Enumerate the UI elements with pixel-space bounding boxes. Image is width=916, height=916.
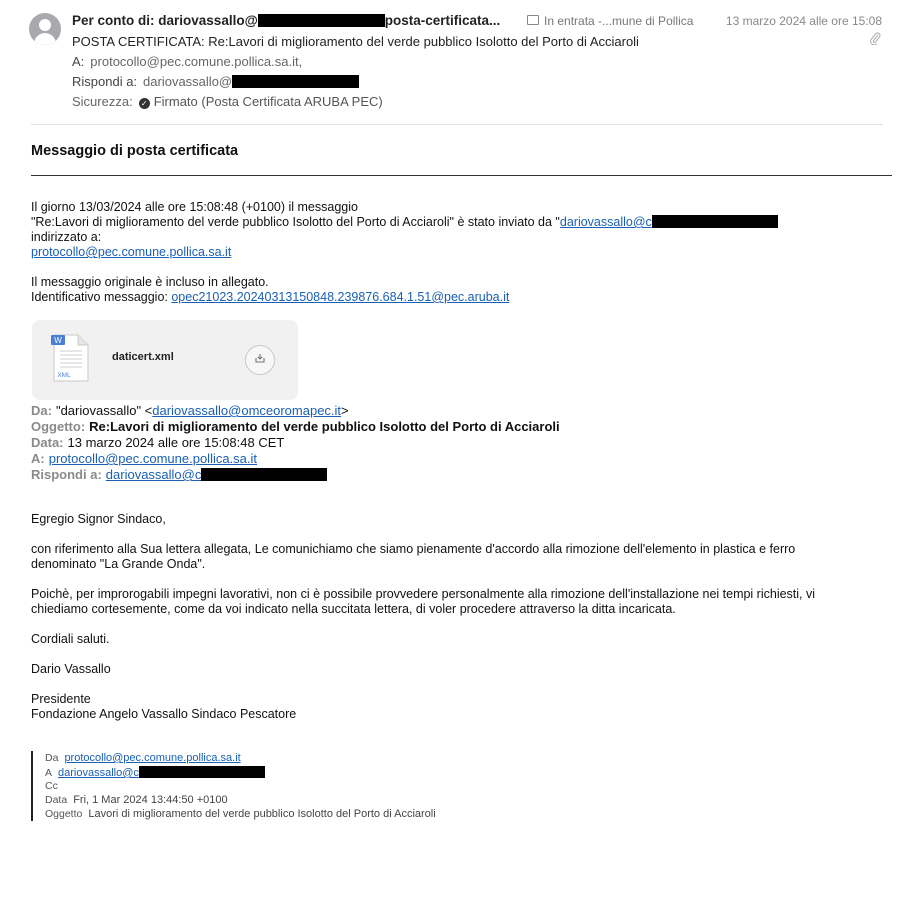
attachment-card[interactable] [32,320,298,400]
pec-line-addressed: indirizzato a: [31,230,102,244]
redacted-block [258,14,385,27]
letter-signature: Dario Vassallo [31,662,111,676]
fwd-subject [31,419,560,434]
message-id-link[interactable]: opec21023.20240313150848.239876.684.1.51@pec.aruba.it [171,290,510,304]
fwd-to-link[interactable]: protocollo@pec.comune.pollica.sa.it [48,451,258,466]
attachment-filename: daticert.xml [112,351,174,363]
fwd-from-name: "dariovassallo" < [55,403,153,418]
verified-badge-icon: ✓ [139,98,150,109]
quoted-from [45,752,241,764]
from-name: dariovassallo@ [158,13,258,28]
reply-label: Rispondi a: [72,74,138,89]
to-label: A: [72,54,85,69]
security-value[interactable]: Firmato (Posta Certificata ARUBA PEC) [153,94,383,109]
fwd-reply [31,467,327,482]
quoted-subject [45,808,436,820]
reply-to-line [72,74,359,89]
redacted-block [139,766,265,778]
redacted-block [232,75,359,88]
pec-line-attached: Il messaggio originale è incluso in allegato. [31,275,269,289]
quoted-cc [45,780,64,792]
download-icon [254,352,266,364]
fwd-date-value: 13 marzo 2024 alle ore 15:08:48 CET [67,435,285,450]
security-label: Sicurezza: [72,94,133,109]
redacted-block [201,468,327,481]
fwd-to-label: A: [31,451,45,466]
pec-subject-text: "Re:Lavori di miglioramento del verde pubblico Isolotto del Porto di Acciaroli" è stato inviato da " [31,215,560,229]
fwd-subject-label: Oggetto: [31,419,86,434]
letter-p1-b: denominato "La Grande Onda". [31,557,206,571]
download-button[interactable] [245,345,275,375]
from-prefix: Per conto di: [72,13,155,28]
reply-value[interactable]: dariovassallo@ [143,74,233,89]
recipient-link[interactable]: protocollo@pec.comune.pollica.sa.it [31,245,232,259]
pec-line-date: Il giorno 13/03/2024 alle ore 15:08:48 (+0100) il messaggio [31,200,358,214]
pec-recipient-link[interactable] [31,245,231,260]
title-divider [31,175,892,176]
fwd-from [31,403,349,418]
fwd-from-label: Da: [31,403,52,418]
quoted-from-label: Da [45,752,59,764]
letter-p1-a: con riferimento alla Sua lettera allegata, Le comunichiamo che siamo pienamente d'accordo alla rimozione dell'elemento in plastica e ferro [31,542,796,556]
header-divider [31,124,883,125]
fwd-date-label: Data: [31,435,64,450]
security-line [72,94,383,109]
xml-file-icon [50,333,90,383]
quoted-from-link[interactable]: protocollo@pec.comune.pollica.sa.it [64,752,241,764]
to-line [72,54,302,69]
quoted-cc-label: Cc [45,780,58,792]
folder-name: In entrata -...mune di Pollica [544,14,694,28]
message-id-label: Identificativo messaggio: [31,290,172,304]
svg-text:W: W [54,336,62,345]
fwd-from-link[interactable]: dariovassallo@omceoromapec.it [152,403,342,418]
letter-p2-a: Poichè, per improrogabili impegni lavorativi, non ci è possibile provvedere personalmente alla rimozione dell'installazione nei tempi richiesti, vi [31,587,816,601]
fwd-subject-value: Re:Lavori di miglioramento del verde pubblico Isolotto del Porto di Acciaroli [89,419,560,434]
pec-line-id [31,290,509,305]
quoted-date-value: Fri, 1 Mar 2024 13:44:50 +0100 [73,794,228,806]
sender-link[interactable]: dariovassallo@c [559,215,652,229]
message-subject: POSTA CERTIFICATA: Re:Lavori di miglioramento del verde pubblico Isolotto del Porto di Acciaroli [72,34,639,49]
letter-org: Fondazione Angelo Vassallo Sindaco Pescatore [31,707,297,721]
quoted-date [45,794,228,806]
to-value[interactable]: protocollo@pec.comune.pollica.sa.it, [90,54,303,69]
folder-label[interactable] [527,14,693,28]
message-date: 13 marzo 2024 alle ore 15:08 [725,14,882,28]
letter-p2-b: chiediamo cortesemente, come da voi indicato nella succitata lettera, di voler procedere attraverso la ditta incaricata. [31,602,676,616]
fwd-reply-label: Rispondi a: [31,467,102,482]
fwd-reply-link[interactable]: dariovassallo@c [105,467,202,482]
message-header [0,0,916,125]
paperclip-icon [870,32,881,48]
sender-line[interactable] [72,13,500,28]
fwd-to [31,451,257,466]
letter-role: Presidente [31,692,91,706]
pec-line-subject [31,215,778,230]
letter-greeting: Egregio Signor Sindaco, [31,512,166,526]
quoted-date-label: Data [45,794,68,806]
redacted-block [652,215,778,228]
quoted-subject-value: Lavori di miglioramento del verde pubblico Isolotto del Porto di Acciaroli [88,808,436,820]
fwd-from-close: > [341,403,349,418]
quoted-header [31,751,553,821]
quoted-to-label: A [45,767,53,779]
letter-closing: Cordiali saluti. [31,632,110,646]
fwd-date [31,435,284,450]
quoted-to-link[interactable]: dariovassallo@c [58,767,139,779]
svg-text:XML: XML [57,372,71,379]
quoted-to [45,766,265,779]
avatar [29,13,61,45]
quoted-subject-label: Oggetto [45,808,83,820]
from-suffix: posta-certificata... [384,13,501,28]
folder-icon [527,15,539,25]
pec-title: Messaggio di posta certificata [31,143,239,159]
